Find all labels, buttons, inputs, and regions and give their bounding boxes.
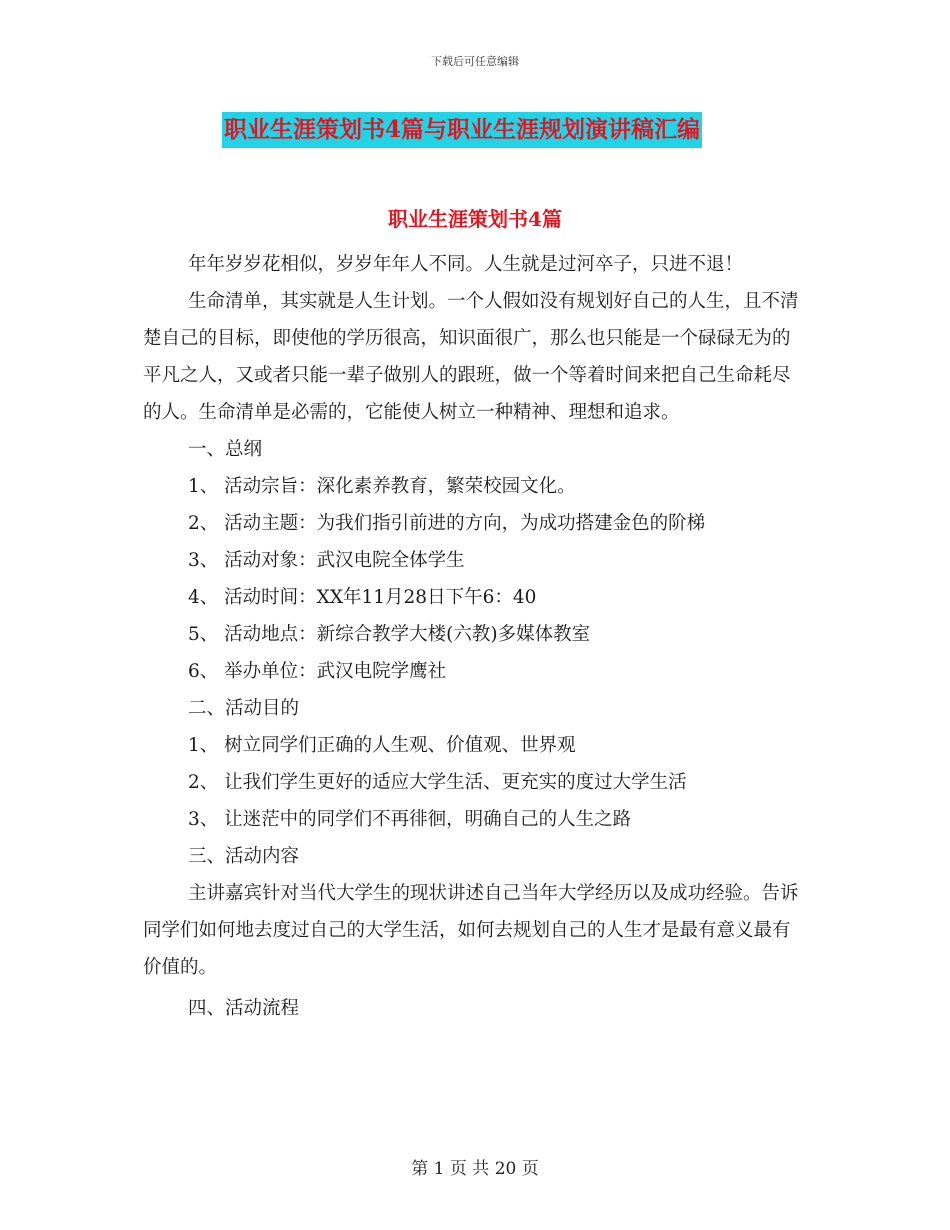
- heading-process: 四、活动流程: [188, 998, 300, 1019]
- heading-outline: 一、总纲: [188, 439, 263, 460]
- outline-item: 2、 活动主题：为我们指引前进的方向，为成功搭建金色的阶梯: [188, 513, 706, 534]
- section-heading: 职业生涯策划书4篇: [388, 207, 562, 231]
- heading-content: 三、活动内容: [188, 846, 300, 867]
- outline-item: 4、 活动时间：XX年11月28日下午6：40: [188, 587, 537, 608]
- life-list-paragraph: 生命清单，其实就是人生计划。一个人假如没有规划好自己的人生，且不清楚自己的目标，即使他的学历很高，知识面很广，那么也只能是一个碌碌无为的平凡之人，又或者只能一辈子做别人的跟班，做一个等着时间来把自己生命耗尽的人。生命清单是必需的，它能使人树立一种精神、理想和追求。: [143, 291, 799, 423]
- content-paragraph: 主讲嘉宾针对当代大学生的现状讲述自己当年大学经历以及成功经验。告诉同学们如何地去度过自己的大学生活，如何去规划自己的人生才是最有意义最有价值的。: [143, 883, 799, 978]
- document-body: [143, 246, 801, 1027]
- page-header-note: 下载后可任意编辑: [431, 55, 519, 68]
- heading-purpose: 二、活动目的: [188, 698, 300, 719]
- purpose-item: 3、 让迷茫中的同学们不再徘徊，明确自己的人生之路: [188, 809, 632, 830]
- purpose-item: 2、 让我们学生更好的适应大学生活、更充实的度过大学生活: [188, 772, 687, 793]
- purpose-item: 1、 树立同学们正确的人生观、价值观、世界观: [188, 735, 576, 756]
- page-number-footer: 第 1 页 共 20 页: [411, 1159, 539, 1179]
- outline-item: 3、 活动对象：武汉电院全体学生: [188, 550, 465, 571]
- outline-item: 5、 活动地点：新综合教学大楼(六教)多媒体教室: [188, 624, 591, 645]
- outline-item: 1、 活动宗旨：深化素养教育，繁荣校园文化。: [188, 476, 576, 497]
- intro-paragraph: 年年岁岁花相似，岁岁年年人不同。人生就是过河卒子，只进不退！: [188, 254, 744, 275]
- document-title: 职业生涯策划书4篇与职业生涯规划演讲稿汇编: [222, 112, 702, 148]
- outline-item: 6、 举办单位：武汉电院学鹰社: [188, 661, 447, 682]
